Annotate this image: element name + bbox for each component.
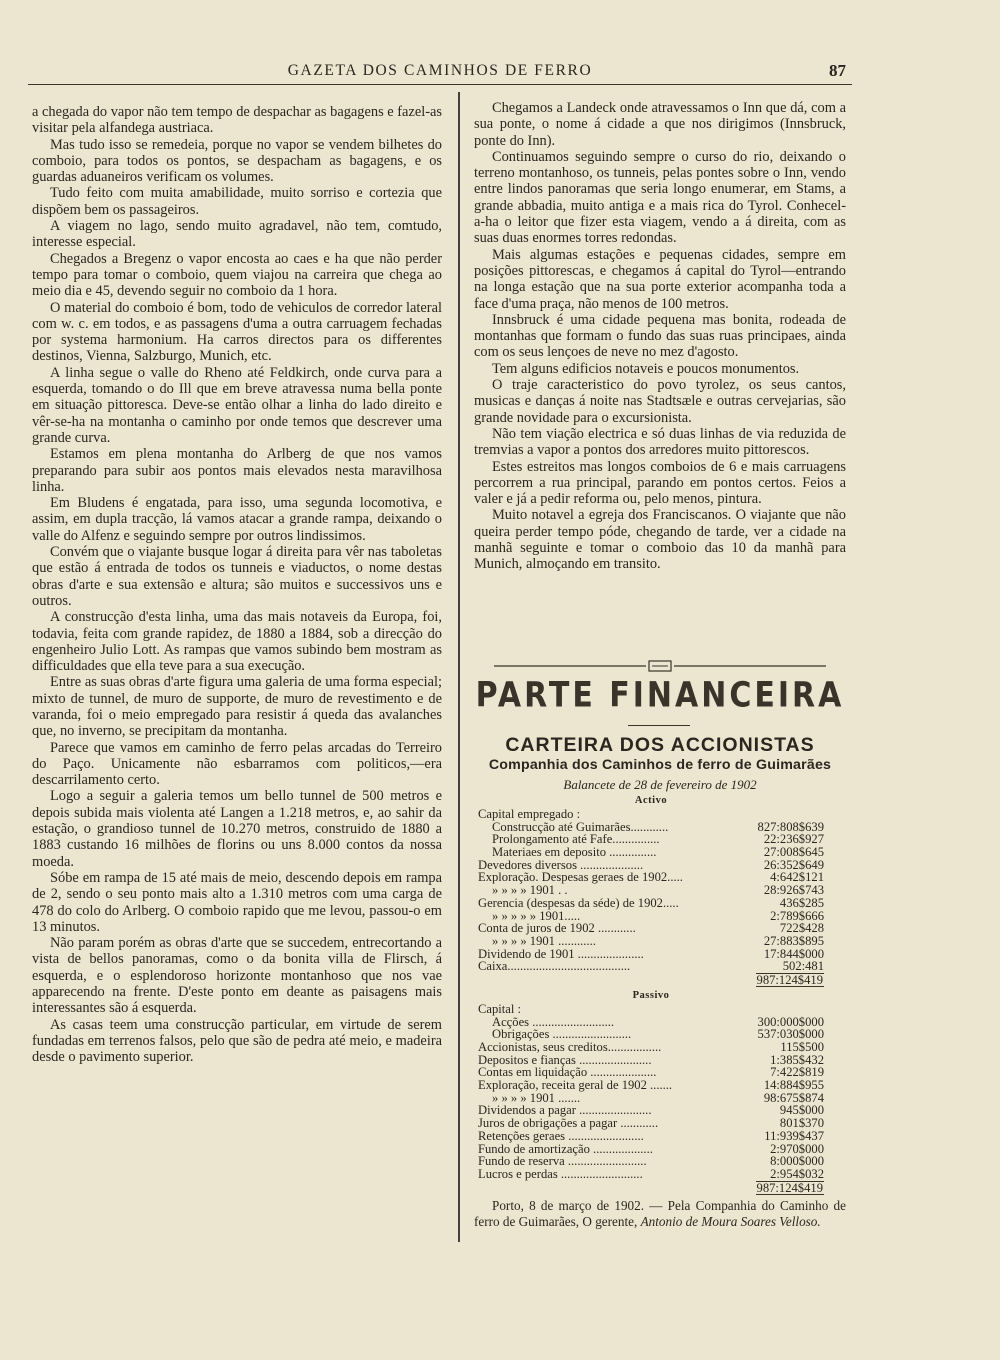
paragraph: Mais algumas estações e pequenas cidades, sempre em posições pittorescas, e chegamos á capital do Tyrol—entrando na longa estação que na sua porte exterior acompanha toda a face d'uma praça, não menos de 100 metros.: [474, 246, 846, 312]
left-column: [32, 104, 442, 1066]
balance-value: 28:926$743: [763, 883, 824, 898]
balance-row: [478, 1041, 824, 1054]
balance-value: 11:939$437: [764, 1128, 824, 1143]
balance-value: 722$428: [779, 921, 824, 936]
balance-row: [478, 1155, 824, 1168]
balance-row: [478, 808, 824, 821]
balance-label: Devedores diversos ....................: [478, 857, 644, 872]
balance-row: [478, 960, 824, 973]
passivo-list: [478, 1003, 824, 1181]
balance-label: Depositos e fianças .......................: [478, 1052, 652, 1067]
closing-text: Porto, 8 de março de 1902. — Pela Companhia do Caminho de ferro de Guimarães, O gerente,: [474, 1198, 846, 1229]
paragraph: A linha segue o valle do Rheno até Feldkirch, onde curva para a esquerda, tomando o do Ill que em breve atravessa numa bella ponte em situação pittoresca. Deve-se então olhar a linha do lado direito e vêr-se-ha na montanha o caminho por onde temos que descrever uma grande curva.: [32, 364, 442, 446]
activo-list: [478, 808, 824, 973]
paragraph: Entre as suas obras d'arte figura uma galeria de uma forma especial; mixto de tunnel, de muro de supporte, de muro de revestimento e de varanda, foi o meio empregado para resistir á queda das avalanches que, no inverno, se precipitam da montanha.: [32, 674, 442, 740]
balance-row: [478, 1079, 824, 1092]
paragraph: a chegada do vapor não tem tempo de despachar as bagagens e fazel-as visitar pela alfandega austriaca.: [32, 104, 442, 137]
paragraph: A construcção d'esta linha, uma das mais notaveis da Europa, foi, todavia, feita com grande rapidez, de 1880 a 1884, sob a direcção do engenheiro Julio Lott. As rampas que vamos subindo bem mostram as difficuldades que ella teve para a sua execução.: [32, 609, 442, 675]
balance-label: Lucros e perdas ..........................: [478, 1166, 643, 1181]
company-name: Companhia dos Caminhos de ferro de Guimarães: [488, 757, 832, 773]
balance-label: Juros de obrigações a pagar ............: [478, 1116, 659, 1131]
balance-label: Dividendo de 1901 .....................: [478, 946, 644, 961]
page-header: [28, 60, 852, 85]
paragraph: Tudo feito com muita amabilidade, muito sorriso e cortezia que dispõem bem os passageiros.: [32, 185, 442, 218]
publication-title: GAZETA DOS CAMINHOS DE FERRO: [287, 62, 593, 79]
balance-label: Retenções geraes ........................: [478, 1128, 644, 1143]
balance-value: 502:481: [782, 959, 824, 974]
paragraph: O traje caracteristico do povo tyrolez, os seus cantos, musicas e danças á noite nas Stadtsæle e outras cervejarias, são grande novidade para o excursionista.: [474, 377, 846, 426]
balance-label: Gerencia (despesas da séde) de 1902.....: [478, 895, 679, 910]
activo-heading: Activo: [634, 795, 668, 806]
paragraph: Continuamos seguindo sempre o curso do rio, deixando o terreno montanhoso, os tunneis, pelas pontes sobre o Inn, vendo entre lindos panoramas que seria longo enumerar, em Stams, a grande abbadia, muito antiga e a mais rica do Tyrol. Conhecel-a-ha o leitor que fizer esta viagem, vendo a á direita, com as suas duas enormes torres redondas.: [474, 148, 846, 247]
paragraph: Chegados a Bregenz o vapor encosta ao caes e ha que não perder tempo para tomar o comboio, quem viajou na carreira que chega ao meio dia e 45, devendo seguir no comboio da 1 hora.: [32, 250, 442, 300]
balance-value: 115$500: [780, 1040, 824, 1054]
balance-value: 27:008$645: [763, 845, 824, 860]
balance-label: » » » » 1901 ............: [492, 933, 596, 948]
paragraph: Não tem viação electrica e só duas linhas de via reduzida de tremvias a vapor a pontos dos arredores muito pittorescos.: [474, 425, 846, 459]
balance-label: Materiaes em deposito ...............: [492, 845, 657, 860]
paragraph: Innsbruck é uma cidade pequena mas bonita, rodeada de montanhas que formam o fundo das suas ruas principaes, ainda com os seus lençoes de neve no mez d'agosto.: [474, 311, 846, 361]
balance-value: 945$000: [779, 1103, 824, 1118]
paragraph: Em Bludens é engatada, para isso, uma segunda locomotiva, e assim, em dupla tracção, lá vamos atacar a grande rampa, deixando o valle do Alfenz e seguindo sempre por outros lindissimos.: [32, 495, 442, 544]
balance-value: 300:000$000: [757, 1014, 824, 1029]
balance-row: [478, 846, 824, 859]
balance-value: 17:844$000: [763, 946, 824, 961]
column-divider: [458, 92, 460, 1242]
paragraph: Tem alguns edificios notaveis e poucos monumentos.: [492, 360, 800, 377]
paragraph: Logo a seguir a galeria temos um bello tunnel de 500 metros e depois subida mais violenta até Langen a 1.218 metros, e, ao sahir da estação, o grandioso tunnel de 10.270 metros, construido de 1880 a 1883 custando 16 milhões de florins ou uns 8.000 contos da nossa moeda.: [32, 788, 442, 870]
paragraph: A viagem no lago, sendo muito agradavel, não tem, comtudo, interesse especial.: [32, 218, 442, 251]
balance-value: 4:642$121: [770, 870, 824, 885]
balance-value: 7:422$819: [770, 1065, 824, 1080]
balance-value: 2:954$032: [770, 1166, 824, 1181]
passivo-heading: Passivo: [632, 989, 670, 1001]
balance-value: 98:675$874: [763, 1090, 824, 1105]
balance-label: » » » » 1901 .......: [492, 1090, 581, 1105]
balance-row: [478, 1168, 824, 1181]
ornament-divider-icon: [474, 659, 846, 673]
financial-section-title: PARTE FINANCEIRA: [475, 675, 845, 716]
balance-value: 537:030$000: [757, 1027, 824, 1042]
balance-row: [478, 922, 824, 935]
closing-note: [474, 1198, 846, 1229]
paragraph: Estes estreitos mas longos comboios de 6 e mais carruagens percorrem a rua principal, parando em pontos certos. Feios a valer e já a pedir reforma ou, pelo menos, pintura.: [474, 458, 846, 508]
paragraph: Parece que vamos em caminho de ferro pelas arcadas do Terreiro do Paço. Unicamente não esbarramos com politicos,—era descarrilamento certo.: [32, 739, 442, 789]
balance-value: 827:808$639: [757, 819, 824, 834]
balance-label: Prolongamento até Fafe...............: [492, 832, 660, 847]
balance-label: Capital :: [478, 1001, 522, 1016]
balance-value: 2:970$000: [770, 1141, 824, 1156]
paragraph: As casas teem uma construcção particular, em virtude de serem fundadas em terrenos falsos, pelo que são de pedra até meio, e madeira desde o pavimento superior.: [32, 1016, 442, 1066]
paragraph: Não param porém as obras d'arte que se succedem, entrecortando a vista de bellos panoramas, como o da bonita villa de Flirsch, á esquerda, e o esplendoroso horizonte montanhoso que nos vae apparecendo na frente. D'este ponto em deante as paisagens mais interessantes são á esquerda.: [32, 935, 442, 1017]
paragraph: O material do comboio é bom, todo de vehiculos de corredor lateral com w. c. em todos, e as passagens d'uma a outra carruagem fechadas por systema harmonium. Ha carros directos para os differentes destinos, Vienna, Salzburgo, Munich, etc.: [32, 299, 442, 365]
balance-label: Construcção até Guimarães............: [492, 819, 669, 834]
balance-row: [478, 935, 824, 948]
title-rule: [628, 725, 690, 726]
passivo-total: 987:124$419: [756, 1180, 823, 1195]
paragraph: Chegamos a Landeck onde atravessamos o Inn que dá, com a sua ponte, o nome á cidade a que nos dirigimos (Innsbruck, ponte do Inn).: [474, 100, 846, 149]
balance-row: [478, 1003, 824, 1016]
balance-row: [478, 1130, 824, 1143]
paragraph: Convém que o viajante busque logar á direita para vêr nas taboletas que estão á entrada de todos os tunneis e viaductos, o nome destas obras d'arte e sua extensão e altura; são muitos e successivos uns e outros.: [32, 544, 442, 609]
paragraph: Mas tudo isso se remedeia, porque no vapor se vendem bilhetes do comboio, para todos os pontos, se despacham as bagagens, e os guardas aduaneiros verificam os volumes.: [32, 136, 442, 186]
balance-label: » » » » » 1901.....: [492, 908, 581, 923]
balance-label: Accionistas, seus creditos.................: [478, 1040, 662, 1054]
balance-value: 22:236$927: [763, 832, 824, 847]
balance-label: Caixa.......................................: [478, 959, 631, 974]
balance-row: [478, 1117, 824, 1130]
balance-date: Balancete de 28 de fevereiro de 1902: [563, 777, 757, 792]
balance-value: 1:385$432: [770, 1052, 824, 1067]
signatory-name: Antonio de Moura Soares Velloso.: [640, 1213, 821, 1229]
balance-label: Contas em liquidação .....................: [478, 1065, 657, 1080]
balance-label: » » » » 1901 . .: [492, 883, 568, 898]
balance-value: 2:789$666: [770, 908, 824, 923]
balance-label: Obrigações .........................: [492, 1027, 632, 1042]
balance-label: Capital empregado :: [478, 807, 581, 821]
balance-value: 436$285: [779, 895, 824, 910]
balance-row: [478, 884, 824, 897]
balance-label: Exploração, receita geral de 1902 .......: [478, 1078, 673, 1093]
page-number: 87: [829, 61, 846, 80]
balance-value: 8:000$000: [770, 1154, 824, 1169]
balance-value: 27:883$895: [763, 933, 824, 948]
balance-label: Exploração. Despesas geraes de 1902.....: [478, 870, 683, 885]
balance-label: Dividendos a pagar .......................: [478, 1103, 652, 1118]
activo-total: 987:124$419: [756, 972, 823, 987]
activo-total-row: [478, 973, 824, 987]
paragraph: Estamos em plena montanha do Arlberg de que nos vamos preparando para subir aos pontos mais elevados nesta maravilhosa linha.: [32, 446, 442, 495]
balance-value: 801$370: [779, 1116, 824, 1131]
right-column: [474, 100, 846, 573]
passivo-total-row: [478, 1181, 824, 1195]
balance-sheet: [478, 794, 824, 1195]
paragraph: Sóbe em rampa de 15 até mais de meio, descendo depois em rampa de 2, sendo o seu ponto mais alto a 1.310 metros com uma carga de 478 do colo do Arlberg. O comboio rapido que me levou, passou-o em 13 minutos.: [32, 869, 442, 935]
balance-label: Fundo de amortização ...................: [478, 1141, 653, 1156]
balance-row: [478, 897, 824, 910]
balance-label: Conta de juros de 1902 ............: [478, 921, 636, 936]
balance-label: Fundo de reserva .........................: [478, 1154, 647, 1169]
balance-label: Acções ..........................: [492, 1014, 615, 1029]
balance-value: 26:352$649: [763, 857, 824, 872]
portfolio-title: CARTEIRA DOS ACCIONISTAS: [505, 734, 815, 756]
balance-value: 14:884$955: [763, 1078, 824, 1093]
paragraph: Muito notavel a egreja dos Franciscanos. O viajante que não queira perder tempo póde, chegando de tarde, ver a cidade na manhã seguinte e tomar o comboio das 10 da manhã para Munich, almoçando em transito.: [474, 507, 846, 573]
